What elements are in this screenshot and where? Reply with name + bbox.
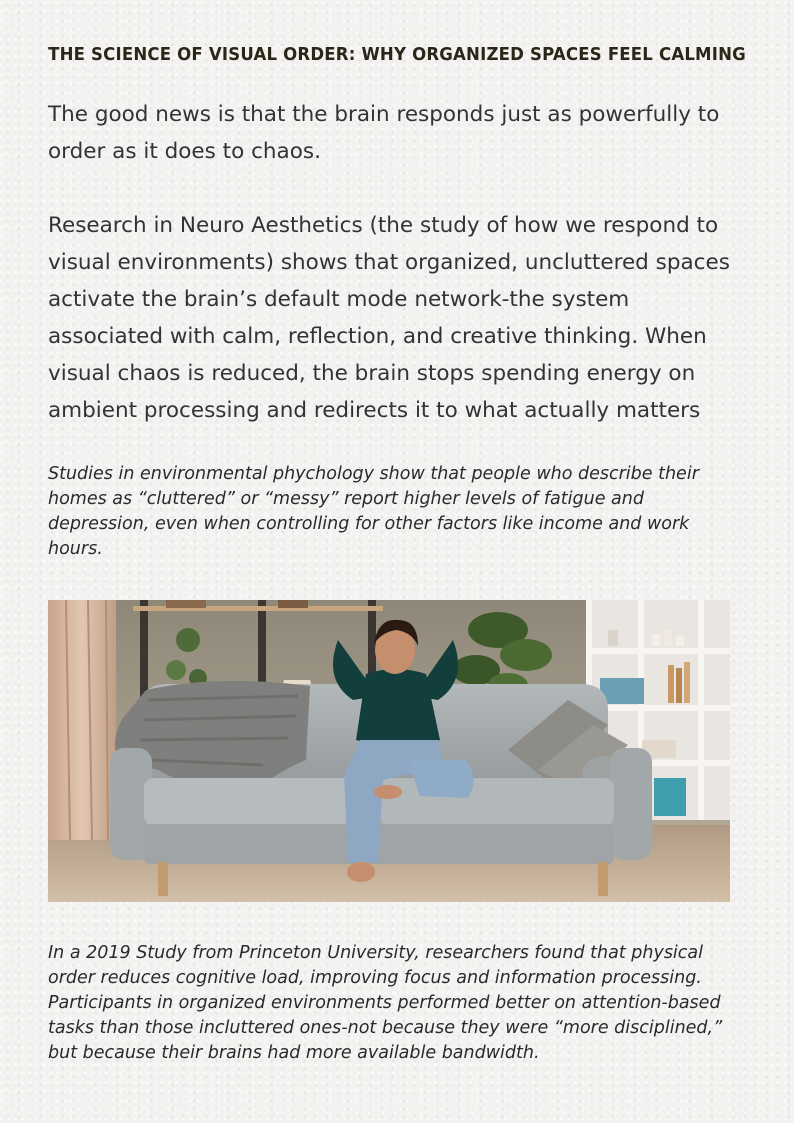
woman-relaxing-on-sofa-photo [48, 600, 730, 902]
psychology-study-note: Studies in environmental phychology show that people who describe their homes as “cluttered” or “messy” report higher levels of fatigue and depression, even when controlling for other factors like income and work hours. [48, 464, 699, 559]
research-paragraph: Research in Neuro Aesthetics (the study of how we respond to visual environments) shows that organized, uncluttered spaces activate the brain’s default mode network-the system associated with calm, reflection, and creative thinking. When visual chaos is reduced, the brain stops spending energy on ambient processing and redirects it to what actually matters [48, 213, 730, 423]
intro-paragraph: The good news is that the brain responds just as powerfully to order as it does to chaos. [48, 102, 720, 164]
page-title: THE SCIENCE OF VISUAL ORDER: WHY ORGANIZED SPACES FEEL CALMING [48, 44, 746, 65]
princeton-study-note: In a 2019 Study from Princeton University, researchers found that physical order reduces cognitive load, improving focus and information processing. Participants in organized environments performed better on attention-based tasks than those incluttered ones-not because they were “more disciplined,” but because their brains had more available bandwidth. [48, 943, 723, 1063]
